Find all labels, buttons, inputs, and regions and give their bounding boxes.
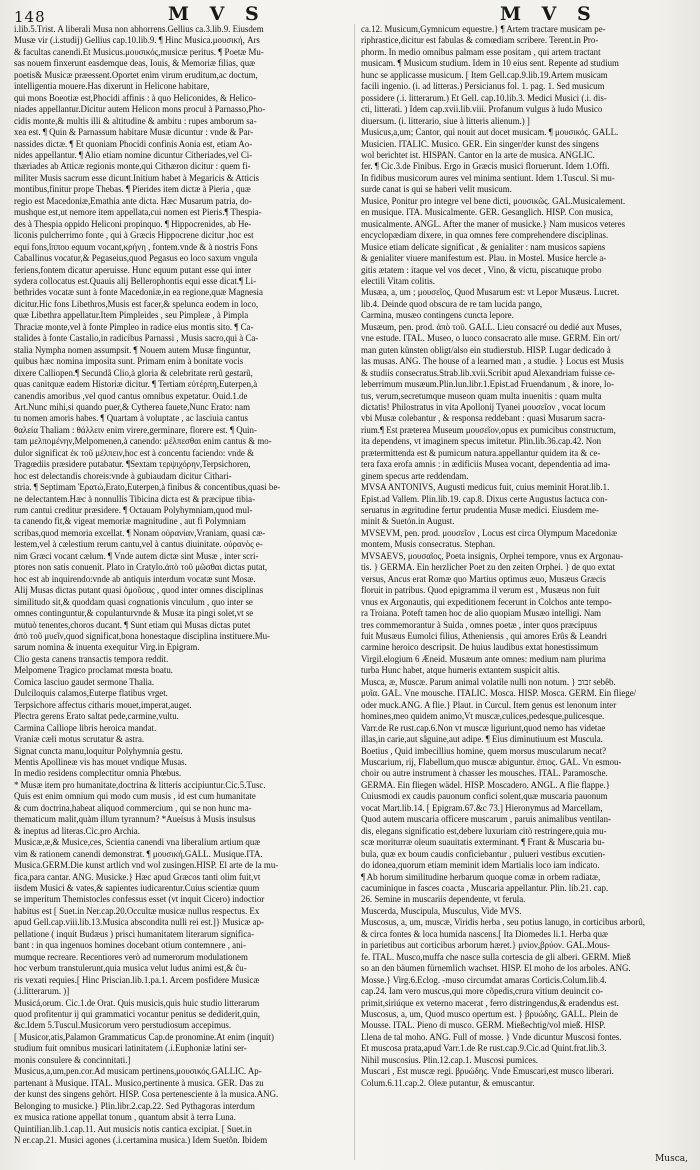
text-line: monis consulere & concinnitati.]	[14, 1054, 131, 1065]
text-line: mushque est,ut nemore item appellata,cui nomen est Pieris.¶ Thespia-	[14, 207, 262, 218]
text-line: vim & rationem canendi demonstrat. ¶ μουσική.GALL. Musique.ITA.	[14, 848, 263, 859]
text-line: minit & Suetón.in August.	[361, 516, 455, 527]
text-line: Belonging to musicke.} Plin.libr.2.cap.22. Sed Pythagoras interdum	[14, 1100, 255, 1111]
text-line: las musas. ANG. The house of a learned man , a studie. } Locus est Musis	[361, 356, 624, 367]
text-line: N er.cap.21. Musici agones (.i.certamina musica.) Idem Suetõn. Ibidem	[14, 1134, 268, 1145]
text-line: ca.12. Musicum,Gymnicum equestre.} ¶ Artem tractare musicam pe-	[361, 24, 606, 34]
text-line: Et muscosa prata,apud Varr.1.de Re rust.cap.9.Cic.ad Quint.frat.lib.3.	[361, 1043, 607, 1054]
text-line: carmine heroico descripsit. De huius laudibus extat honestissimum	[361, 642, 599, 653]
text-line: regio est Macedoniæ,Emathia ante dicta. Hæc Musarum patria, do-	[14, 195, 252, 206]
text-line: rum cantui creditur præsidere. ¶ Octauam Polyhymniam,quod mul-	[14, 505, 253, 516]
text-line: quas canitquæ eadem Historiæ dicitur. ¶ Tertiam εὐτέρπη,Euterpen,à	[14, 379, 258, 390]
page-number: 148	[14, 8, 46, 26]
text-line: dicitur.Hic fons Libethros,Musis est facer,& spelunca eodem in loco,	[14, 298, 259, 309]
text-line: der kunst des singens gehört. HISP. Cosa pertenesciente à la musica.ANG.	[14, 1089, 279, 1100]
text-line: stria. ¶ Septimam Ἐρατώ,Erato,Euterpen,à finibus & concentibus,quasi be-	[14, 482, 281, 493]
text-line: Melpomene Tragico proclamat mœsta boatu.	[14, 665, 173, 676]
text-line: in parietibus aut corticibus arborum hæret.} μνίον,βρύον. GAL.Mous-	[361, 940, 611, 951]
catchword: Musca,	[655, 1154, 688, 1164]
running-title-right: M V S	[500, 3, 598, 25]
text-line: Musicæ,æ,& Musice,ces, Scientia canendi vna liberalium artium quæ	[14, 837, 261, 848]
text-line: intelligentia mouere.Has dixerunt in Helicone habitare,	[14, 81, 210, 92]
text-line: μυῖα. GAL. Vne mousche. ITALIC. Mosca. HISP. Mosca. GERM. Ein fliege/	[361, 688, 637, 699]
text-line: canendis amoribus ,vel quod cantus omnibus expetatur. Ouid.1.de	[14, 390, 248, 401]
text-line: turba Hunc habet, atque humeris extantem suspicit altis.	[361, 665, 560, 676]
text-line: dixere Calliopen.¶ Secundã Clio,à gloria & celebritate rerũ gestarũ,	[14, 367, 253, 378]
left-column	[14, 24, 350, 1162]
text-line: Musicus,a,um,pen.cor.Ad musicam pertinens,μουσικός.GALLIC. Ap-	[14, 1066, 262, 1077]
text-line: man guten künsten obligt/also ein studierstub. HISP. Lugar dedicado à	[361, 344, 611, 355]
text-line: Tragœdiis præsidere putabatur. ¶Sextam τερψιχόρην,Terpsichoren,	[14, 459, 251, 470]
text-line: cidis monte,& multis illi & altitudine & ambitu : rupes amborum sa-	[14, 115, 257, 126]
text-line: poetis& Musicæ præessent.Oportet enim virum eruditum,ac doctum,	[14, 69, 258, 80]
text-line: liconis pulcherrimo fonte , qui à Græcis Hippocrene dicitur ,hoc est	[14, 230, 254, 241]
text-line: des à Thespia oppido Heliconi propinquo. ¶ Hippocrenides, ab He-	[14, 218, 252, 229]
text-line: Mentis Apollineæ vis has mouet vndique Musas.	[14, 757, 187, 767]
text-line: Varr.de Re rust.cap.6.Non vt muscæ liguriunt,quod nemo has videtae	[361, 722, 606, 733]
text-line: fer. ¶ Cic.3.de Finibus. Ergo in Græcis musici floruerunt. Idem 1.Offi.	[361, 161, 610, 172]
text-line: homines,meo quidem animo,Vt muscæ,culices,pedesque,pulicesque.	[361, 711, 605, 722]
text-line: quod profitentur ij qui grammatici vocantur penitus se dediderit,quin,	[14, 1008, 260, 1019]
text-line: Clio gesta canens transactis tempora reddit.	[14, 653, 169, 664]
text-line: similitudo sit,& quoddam quasi cognationis vinculum , quo inter se	[14, 596, 253, 607]
text-line: do idonea,quorum etiam meminit idem Martialis loco iam indicato.	[361, 860, 600, 871]
text-line: vocat Mart.lib.14. [ Epigram.67.&c 73.] Hieronymus ad Marcellam,	[361, 802, 603, 813]
text-line: 26. Semine in muscariis dependente, vt ferula.	[361, 894, 526, 905]
text-line: Carmina Calliope libris heroica mandat.	[14, 722, 157, 733]
text-line: stalides à fonte Castalio,in radicibus Parnassi , Musis sacro,qui à Ca-	[14, 333, 259, 344]
text-line: primit,siriúque ex veterno macerat , ferro distringendus,& eradendus est.	[361, 997, 619, 1008]
text-line: ¶ Ab horum similitudine herbarum quoque comæ in orbem radiatæ,	[361, 871, 601, 882]
text-line: leberrimum musæum.Plin.lun.libr.1.Epist.ad Fruendanum , & inore, lo-	[361, 379, 614, 390]
text-line: thæriades ab Atticæ regionis monte,qui Cithæron dicitur : quem fi-	[14, 161, 251, 172]
text-line: xea est. ¶ Quin & Parnassum habitare Musæ dicuntur : vnde & Par-	[14, 127, 254, 138]
text-line: Dulciloquis calamos,Euterpe flatibus vrget.	[14, 688, 168, 699]
text-line: Vraniæ cæli motus scrutatur & astra.	[14, 734, 145, 745]
text-line: Muscarium, rij, Flabellum,quo muscæ abiguntur. ἐπιος. GAL. Vn esmou-	[361, 757, 622, 767]
text-line: * Musæ item pro humanitate,doctrina & litteris accipiuntur.Cic.5.Tusc.	[14, 779, 266, 790]
text-line: Colum.6.11.cap.2. Oleæ putantur, & emuscantur.	[361, 1077, 535, 1088]
text-line: nim Græci vocant cælum. ¶ Vnde autem dictæ sint Musæ , inter scri-	[14, 550, 259, 561]
text-line: ex musica ratione appellat tonum , quantum absit à terra Luna.	[14, 1112, 236, 1123]
text-line: ita dependens, vt imaginem specus imitetur. Plin.lib.36.cap.42. Non	[361, 436, 602, 447]
right-column	[361, 24, 689, 1162]
text-line: so an den bäumen fürnemlich wachset. HISP. El moho de los arboles. ANG.	[361, 963, 631, 974]
text-line: Art.Nunc mihi,si quando puer,& Cytherea fauete,Nunc Erato: nam	[14, 401, 250, 412]
text-line: tera faxa erofa amnis : in ædificiis Musea vocant, dependentia ad ima-	[361, 459, 611, 470]
text-line: Musca, æ, Muscæ. Parum animal volatile nulli non notum. } זבוב sebêb.	[361, 676, 616, 687]
text-line: Thraciæ monte,vel à fonte Pimpleo in radice eius montis sito. ¶ Ca-	[14, 321, 254, 332]
text-line: bant : in qua ingenuos homines docebant otium contemnere , ani-	[14, 940, 246, 951]
text-line: ginem specus arte reddendam.	[361, 470, 469, 481]
text-line: In fidibus musicorum aures vel minima sentiunt. Idem 1.Tuscul. Si mu-	[361, 172, 615, 183]
text-line: Musæ vir (.i.studij) Gellius cap.10.lib.9. ¶ Hinc Musica.μουσική, Ars	[14, 35, 260, 46]
text-line: & facultas canendi.Et Musicus.μουσικός,musicæ peritus. ¶ Poetæ Mu-	[14, 46, 264, 57]
text-line: cti, litterati. ) Idem cap.xvii.lib.viii. Profanum vulgus à ludo Musico	[361, 104, 603, 115]
text-line: Alij Musas dictas putant quasi ὁμοῦσας , quod inter omnes disciplinas	[14, 585, 264, 596]
text-line: lestem,vel à cælestium rerum cantu,vel à cantus diuinitate. οὐρανὸς e-	[14, 539, 263, 550]
text-line: feriens,fontem dicatur aperuisse. Hunc equum putant esse qui inter	[14, 264, 252, 275]
text-line: fe. ITAL. Musco,muffa che nasce sulla cortescia de gli alberi. GERM. Mieß	[361, 951, 631, 962]
text-line: Signat cuncta manu,loquitur Polyhymnia gestu.	[14, 745, 183, 756]
text-line: scæ moriturræ oleum suauitatis exterminant. ¶ Frant & Muscaria bu-	[361, 837, 605, 848]
text-line: & studiis consecratus.Strab.lib.xvii.Scribit apud Alexandriam fuisse ce-	[361, 367, 615, 378]
text-line: &c.Idem 5.Tuscul.Musicorum vero perstudiosum accepimus.	[14, 1020, 232, 1031]
text-line: fuit Musæus Eumolci filius, Atheniensis , qui amores Erûs & Leandri	[361, 631, 608, 642]
text-line: prætermittenda est & pumicum natura.appellantur quidem ita & ce-	[361, 447, 601, 458]
text-line: nassides dictæ. ¶ Et quoniam Phocidi confinis Aonia est, etiam Ao-	[14, 138, 253, 149]
text-line: illas,in carie,aut sâguine,aut adipe. ¶ Eius diminutiuum est Muscula.	[361, 734, 603, 745]
text-line: Llena de tal moho. ANG. Full of mosse. } Vnde dicuntur Muscosi fontes.	[361, 1031, 622, 1042]
text-line: Mousse. ITAL. Pieno di musco. GERM. Mießechtig/vol mieß. HISP.	[361, 1020, 606, 1031]
text-line: Nihil muscosius. Plin.12.cap.1. Muscosi pumices.	[361, 1054, 539, 1065]
text-line: mumque recreare. Recentiores verò ad numerorum modulationem	[14, 951, 248, 962]
running-title-left: M V S	[168, 3, 266, 25]
text-line: studium fuit omnibus musicari latinitatem (.i.Euphoniæ latini ser-	[14, 1043, 247, 1054]
text-line: possidere (.i. litterarum.) Et Gell. cap.10.lib.3. Medici Musici (.i. dis-	[361, 92, 607, 103]
text-line: MVSEVM, pen. prod. μουσεῖον , Locus est circa Olympum Macedoniæ	[361, 527, 618, 538]
text-line: GERMA. Ein fliegen wädel. HISP. Moscadero. ANGL. A flie flappe.}	[361, 779, 611, 790]
text-line: (.i.litterarum. )]	[14, 986, 70, 997]
text-line: dis, elegans significatio est,debere luxuriam citò restringere,quia mu-	[361, 825, 607, 836]
text-line: equi fons,ἵππου equum vocant,κρήνη , fontem.vnde & à nostris Fons	[14, 241, 258, 252]
text-line: ta canendo fit,& vigeat memoriæ magnitudine , aut fi Polymniam	[14, 516, 246, 527]
text-line: iisdem Musici & vates,& sapientes iudicarentur.Cuius scientiæ quum	[14, 882, 260, 893]
text-line: facili ingenio. (i. ad litteras.) Persicianus fol. 1. pag. 1. Sed musicum	[361, 81, 605, 92]
text-line: seruatus in ægritudine fertur prudentia Musæ medici. Eiusdem me-	[361, 505, 599, 516]
text-line: tis. } GERMA. Ein herzlicher Poet zu den zeiten Orphei. } de quo extat	[361, 562, 615, 573]
text-line: vne estude. ITAL. Museo, o luoco consacrato alle muse. GERM. Ein ort/	[361, 333, 620, 344]
text-line: MVSAEVS, μουσαῖος, Poeta insignis, Orphei tempore, vnus ex Argonau-	[361, 550, 623, 561]
text-line: & circa fontes & loca humida nascens.[ Ita Diomedes li.1. Herba quæ	[361, 928, 608, 939]
text-line: wol berichtet ist. HISPAN. Cantor en la arte de musica. ANGLIC.	[361, 149, 595, 160]
text-line: Musicus,a,um; Cantor, qui nouit aut docet musicam. ¶ μουσικός. GALL.	[361, 127, 619, 138]
text-line: partenant à Musique. ITAL. Musico,pertinente à musica. GER. Das zu	[14, 1077, 264, 1088]
text-line: hoc verbum transtulerunt,quia musica velut ludus animi est,& ĉu-	[14, 963, 247, 974]
text-line: ne delectantem.Hæc à nonnullis Tibicina dicta est & præcipue tibia-	[14, 493, 256, 504]
text-line: Muscosus, a, um, Quod musco opertum est. } βρυώδης. GALL. Plein de	[361, 1008, 618, 1019]
text-line: bula, quæ ex boum caudis conficiebantur , pulueri vestibus excutien-	[361, 848, 606, 859]
text-line: quibus hæc nomina imposita sunt. Primam enim à bonitate vocis	[14, 356, 244, 367]
text-line: MVSA ANTONIVS, Augusti medicus fuit, cuius meminit Horat.lib.1.	[361, 482, 610, 493]
text-line: tus, verum,secretumque museon quam multa inuenitis : quam multa	[361, 390, 602, 401]
text-line: riphrastice,dicitur est fabulas & comœdiam scribere. Terent.in Pro-	[361, 35, 599, 46]
text-line: Carmina, musæo contingens cuncta lepore.	[361, 310, 514, 321]
text-line: bethrides vocatæ sunt à fonte Macedoniæ,in ea regione,quæ Magnesia	[14, 287, 263, 298]
text-line: nides appellantur. ¶ Alio etiam nomine dicuntur Citheriades,vel Ci-	[14, 149, 253, 160]
text-line: encyclopædiam dixere, in qua omnes fere comprehendere disciplinas.	[361, 230, 609, 241]
text-line: qui mons Boeotiæ est,Phocidi affinis : à quo Heliconides, & Helico-	[14, 92, 256, 103]
text-line: thematicum malit,quàm illum tyrannum? *Aueísus à Musis insulsus	[14, 814, 256, 825]
text-line: floruit in patribus. Quod epigramma il verum est , Musæus non fuit	[361, 585, 600, 596]
text-line: Muscari , Est muscæ regi. βρυώδης. Vnde Emuscari,est musco liberari.	[361, 1066, 614, 1077]
text-line: cap.24. Iam vero muscus,qui more cõpedis,crura vitium deuincit co-	[361, 986, 604, 997]
text-line: montem, Musis consecratus. Stephan.	[361, 539, 496, 550]
text-line: cacuminique in fasces coacta , Muscaria appellantur. Plin. lib.21. cap.	[361, 882, 609, 893]
text-line: en musique. ITA. Musicalmente. GER. Gesanglich. HISP. Con musica,	[361, 207, 613, 218]
text-line: diuersum. (i. litterario, siue à litteris alienum.) ]	[361, 115, 530, 126]
text-line: fica,para cantar. ANG. Musicke.} Hæc apud Græcos tanti olim fuit,vt	[14, 871, 261, 882]
text-line: gitis ætatem : itaque vel vos decet , Vino, & victu, piscatuque probo	[361, 264, 602, 275]
text-line: Virgil.elogium 6 Æneid. Musæum ante omnes: medium nam plurima	[361, 653, 606, 664]
text-line: apud Gell.cap.viii.lib.13.Musica abscondita nulli rei est.]} Musicæ ap-	[14, 917, 264, 928]
text-line: Musicá,orum. Cic.1.de Orat. Quis musicis,quis huic studio litterarum	[14, 997, 260, 1008]
text-line: Muscerda, Muscipula, Musculus, Vide MVS.	[361, 905, 522, 916]
text-line: Comica lasciuo gaudet sermone Thalia.	[14, 676, 155, 687]
text-line: se imperitum Themistocles confessus esset (vt inquit Cicero) indoctior	[14, 894, 265, 905]
text-line: lib.4. Deinde quod obscura de re tam lucida pango,	[361, 298, 543, 309]
text-line: vnus ex Argonautis, qui expeditionem fecerunt in Colchos ante tempo-	[361, 596, 612, 607]
text-line: stalia Nympha nomen assumpsit. ¶ Nouem autem Musæ finguntur,	[14, 344, 251, 355]
text-line: versus, Ancus erat Romæ quo Martius optimus æuo, Musæus Græcis	[361, 573, 606, 584]
text-line: habitus est [ Suet.in Ner.cap.20.Occultæ musicæ nullus respectus. Ex	[14, 905, 260, 916]
text-line: Musice, Ponitur pro integre vel bene dicti, μουσικῶς. GAL.Musicalement.	[361, 195, 626, 206]
text-line: phorm. In medio omnibus palmam esse positam , qui artem tractant	[361, 46, 601, 57]
text-line: ris vexati requies.[ Hinc Priscian.lib.1.pa.1. Arcem posfidere Musicæ	[14, 974, 260, 985]
text-line: & cum doctrina,habeat aliquod commercium , qui se non hunc ma-	[14, 802, 252, 813]
text-line: oder muck.ANG. A flie.} Plaut. in Curcul. Item genus est lenonum inter	[361, 699, 617, 710]
text-line: Plectra gerens Erato saltat pede,carmine,vultu.	[14, 711, 179, 722]
text-line: & genialiter viuere manifestum est. Plau. in Mostel. Musice hercle a-	[361, 253, 607, 264]
text-line: militer Musis sacrum esse dicunt.Initium habet à Megaricis & Atticis	[14, 172, 260, 183]
text-line: Terpsichore affectus citharis mouet,imperat,auget.	[14, 699, 192, 710]
text-line: Muscosus, a, um, muscæ, Viridis herba , seu potius lanugo, in corticibus arborû,	[361, 917, 646, 928]
text-line: ra Troiana. Poteft tamen hoc de alio quopiam Musæo intelligi. Nam	[361, 608, 602, 619]
text-line: musicam. ¶ Musicum studium. Idem in 10 eius sent. Repente ad studium	[361, 58, 619, 69]
text-line: [ Musicor,atis,Palamon Grammaticus Cap.de pronomine.At enim (inquit)	[14, 1031, 274, 1042]
text-line: vbi Musæ colebantur , & responsa reddebant : quasi Musarum sacra-	[361, 413, 606, 424]
text-line: montibus,finitur prope Thebas. ¶ Pierides item dictæ à Pieria , quæ	[14, 184, 251, 195]
text-line: Musæa, a, um ; μουσεῖος, Quod Musarum est: vt Lepor Musæus. Lucret.	[361, 287, 620, 298]
text-line: sarum nomina & inuenta exequitur Virg.in Epigram.	[14, 642, 200, 653]
text-line: dulor significat ἐκ τοῦ μέλπειν,hoc est à concentu faciendo: vnde &	[14, 447, 254, 458]
text-line: In medio residens complectitur omnia Phœbus.	[14, 768, 182, 779]
text-line: Quod autem muscaria officere muscarum , paruis animalibus ventilan-	[361, 814, 611, 825]
text-line: sas nouem finxerunt easdemque deas, Iouis, & Memoriæ filias, quæ	[14, 58, 256, 69]
text-line: Musice etiam delicate significat , & genialiter : nam musicos sapiens	[361, 241, 606, 252]
text-line: hunc se applicasse musicum. [ Item Gell.cap.9.lib.19.Artem musicam	[361, 69, 608, 80]
text-line: mutuò tenentes,choros ducant. ¶ Sunt etiam qui Musas dictas putet	[14, 619, 251, 630]
text-line: electili Vitam colitis.	[361, 275, 435, 286]
text-line: pellatione ( inquit Budæus ) prisci humanitatem literarum significa-	[14, 928, 255, 939]
text-line: rium.¶ Est præterea Museum μουσεῖον,opus ex pumicibus constructum,	[361, 424, 616, 435]
text-line: Epist.ad Vallem. Plin.lib.19. cap.8. Dixus certe Augustus lactuca con-	[361, 493, 608, 504]
text-line: θαλεία Thaliam : θάλλειν enim virere,germinare, florere est. ¶ Quin-	[14, 424, 257, 435]
text-line: choir ou autre instrument à chasser les mousches. ITAL. Paramosche.	[361, 768, 608, 779]
text-line: Boetius , Quid imbecillius homine, quem morsus muscularum necat?	[361, 745, 607, 756]
text-line: hoc est ab inquirendo:vnde ab antiquis interdum vocatæ sunt Mosæ.	[14, 573, 256, 584]
text-line: tres commemorantur à Suida , omnes poetæ , inter quos præcipuus	[361, 619, 598, 630]
text-line: scribas,quod memoria excellat. ¶ Nonam οὐρανίαν,Vraniam, quasi cæ-	[14, 527, 266, 538]
text-line: Cuiusmodi ex caudis pauonum confici solent,quæ muscaria pauonum	[361, 791, 608, 802]
text-line: & ineptus ad literas.Cic.pro Archia.	[14, 825, 140, 836]
text-line: niades appellantur.Dicitur autem Helicon mons procul à Parnasso,Pho-	[14, 104, 266, 115]
text-line: ptores non satis conuenit. Plato in Cratylo.ἀπὸ τοῦ μῶσθαι dictas putat,	[14, 562, 268, 573]
column-divider	[354, 24, 355, 1160]
text-line: omnes continguntur,& copulanturvnde & Musæ ita pingi solet,vt se	[14, 608, 254, 619]
text-line: ἀπὸ τοῦ μυεῖν,quod significat,bona honestaque disciplina instituere.Mu-	[14, 631, 270, 642]
text-line: i.lib.5.Trist. A liberali Musa non abhorrens.Gellius ca.3.lib.9. Eiusdem	[14, 24, 264, 34]
text-line: Musicien. ITALIC. Musico. GER. Ein singer/der kunst des singens	[361, 138, 599, 149]
text-line: tam μελπομένην,Melpomenen,à canendo: μέλπεσθαι enim cantus & mo-	[14, 436, 272, 447]
text-line: hoc est delectandis choreis:vnde à gubiaudam dicitur Cithari-	[14, 470, 232, 481]
text-line: Quintilian.lib.1.cap.11. Aut musicis notis cantica excipiat. [ Suet.in	[14, 1123, 252, 1134]
text-line: Caballinus vocatur,& Pegaseius,quod Pegasus eo loco saxum vngula	[14, 253, 258, 264]
text-line: tu nomen amoris habes. ¶ Quartam à voluptate , ac lasciuia cantus	[14, 413, 248, 424]
text-line: Quis est enim omnium qui modo cum musis , id est cum humanitate	[14, 791, 256, 802]
text-line: Mosse.} Virg.6.Eclog. -muso circumdat amaras Corticis.Colum.lib.4.	[361, 974, 607, 985]
text-line: dictatis! Philostratus in vita Apollonij Tyanei μουσεῖον , vocat locum	[361, 401, 606, 412]
text-line: musicalmente. ANGL. After the maner of musicke.} Nam musicos veteres	[361, 218, 626, 229]
text-line: Musæum, pen. prod. ἀπὸ τοῦ. GALL. Lieu consacré ou dedié aux Muses,	[361, 321, 622, 332]
text-line: sydera collocatus est.Quauis alij Bellerophontis equi esse dicat.¶ Li-	[14, 275, 257, 286]
text-line: surde canat is qui se haberi velit musicum.	[361, 184, 512, 195]
text-line: quæ Libethra appellatur.Item Pimpleides , seu Pimpleæ , à Pimpla	[14, 310, 249, 321]
text-line: Musica.GERM.Die kunst artlich vnd wol zusingen.HISP. El arte de la mu-	[14, 860, 279, 871]
